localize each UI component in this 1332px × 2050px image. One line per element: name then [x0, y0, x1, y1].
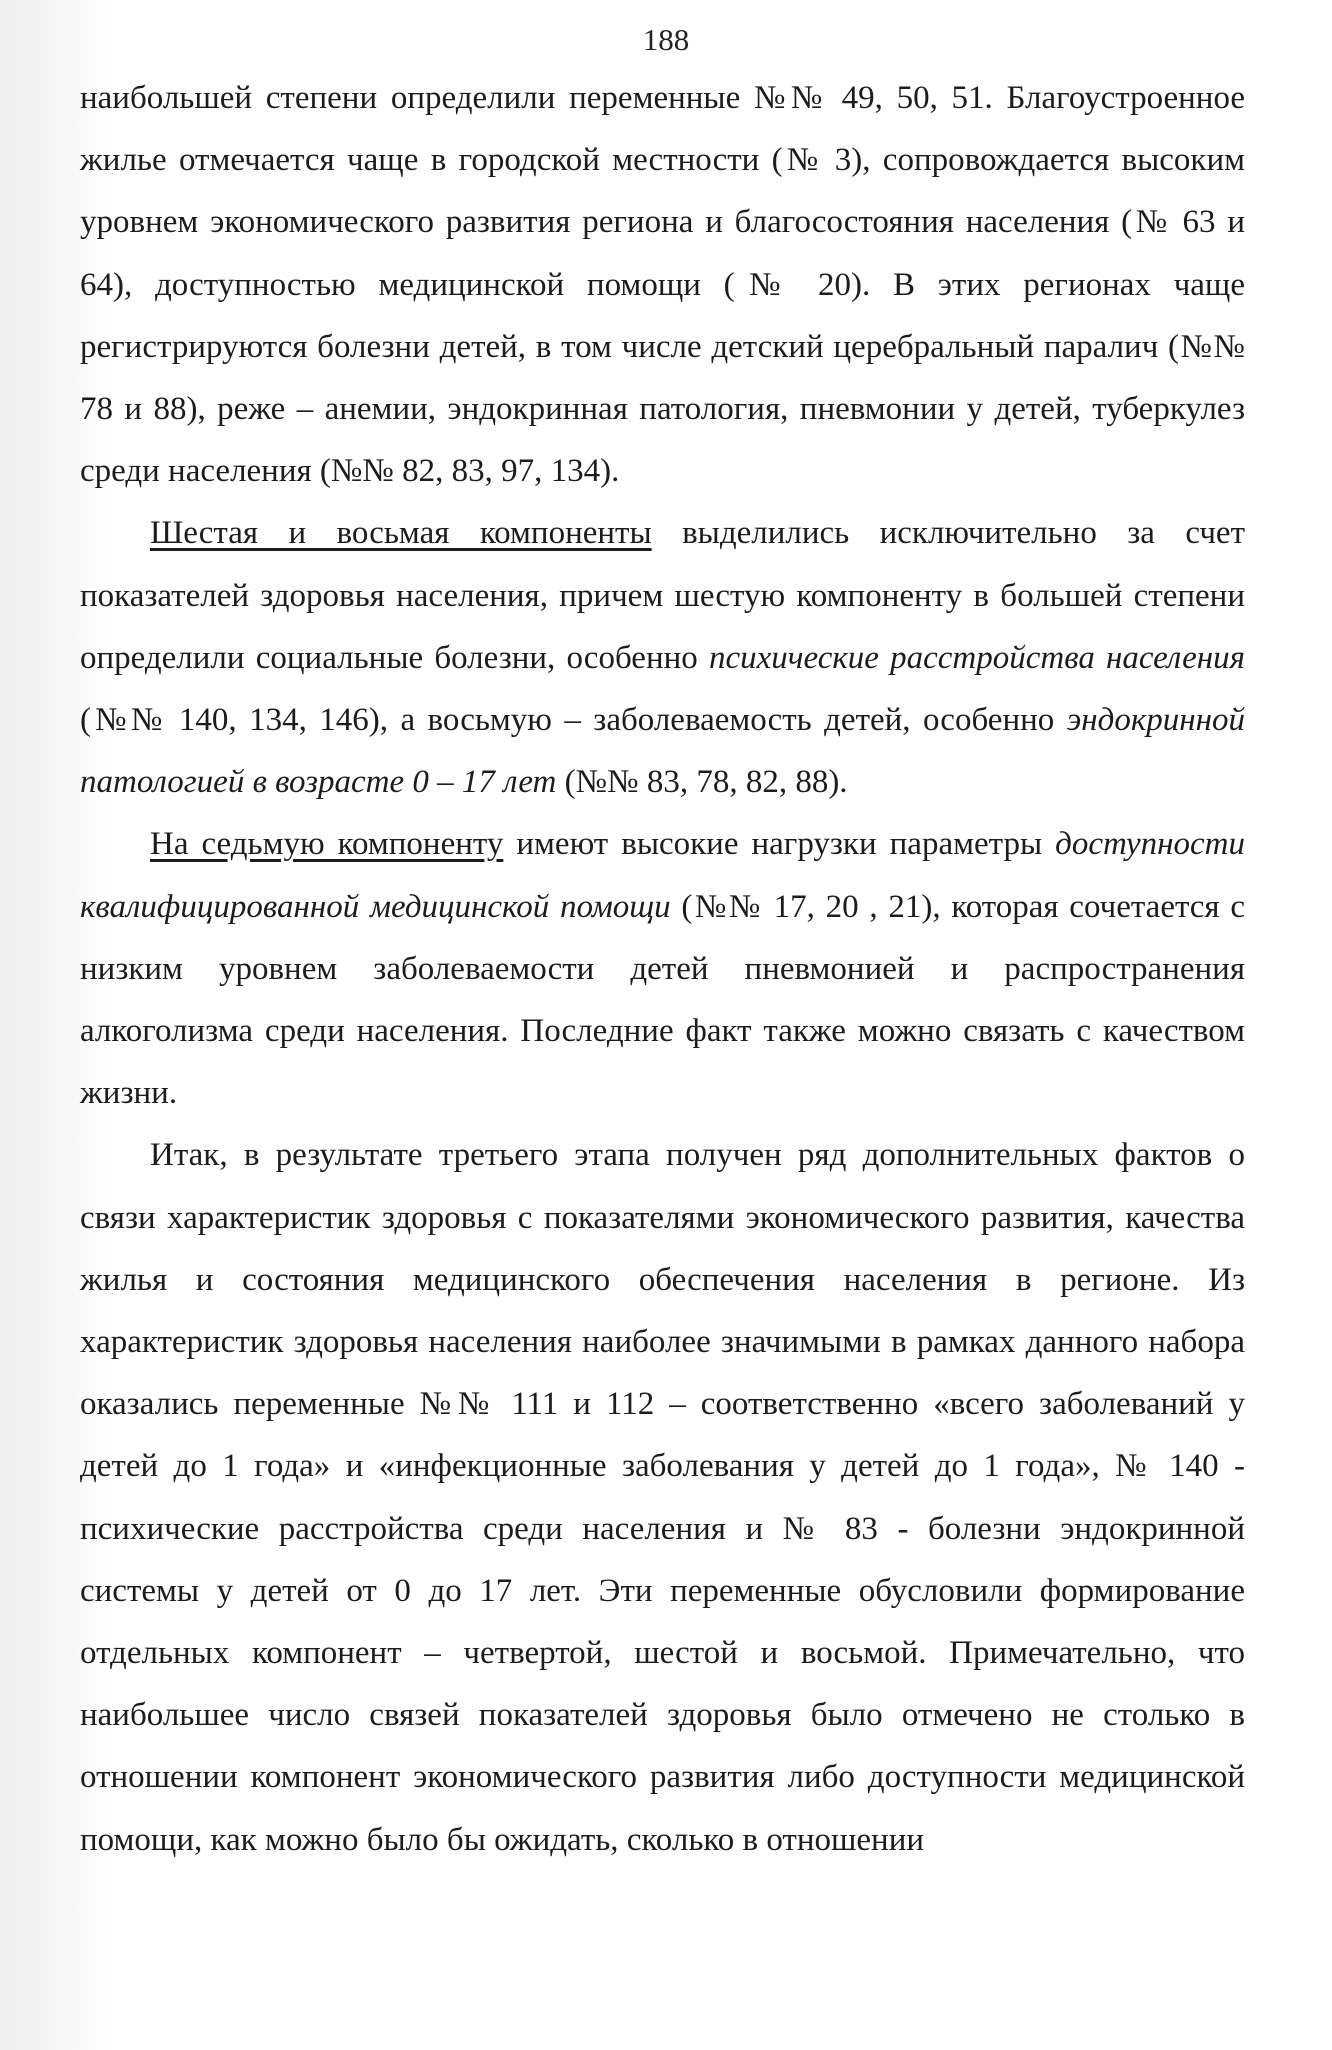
- paragraph-1: [80, 67, 1245, 502]
- paragraph-3-run-4: (№№ 17, 20 , 21), которая сочетается с низким уровнем заболеваемости детей пневмонией и распространения алкоголизма среди населения. Последние факт также можно связать с качеством жизни.: [80, 888, 1246, 1112]
- paragraph-1-run-1: наибольшей степени определили переменные №№ 49, 50, 51. Благоустроенное жилье отмечается чаще в городской местности (№ 3), сопровождается высоким уровнем экономического развития региона и благосостояния населения (№ 63 и 64), доступностью медицинской помощи (№ 20). В этих регионах чаще регистрируются болезни детей, в том числе детский церебральный паралич (№№ 78 и 88), реже – анемии, эндокринная патология, пневмонии у детей, туберкулез среди населения (№№ 82, 83, 97, 134).: [80, 80, 1245, 490]
- paragraph-3-run-1: На седьмую компоненту: [150, 826, 504, 863]
- paragraph-3-run-3: доступности квалифицированной медицинской помощи: [80, 826, 1245, 925]
- paragraph-2-run-3: психические расстройства населения: [708, 639, 1245, 676]
- paragraph-2-run-4: (№№ 140, 134, 146), а восьмую – заболеваемость детей, особенно: [80, 702, 1067, 739]
- paragraph-2-run-1: Шестая и восьмая компоненты: [150, 515, 652, 552]
- paragraph-4: [80, 1124, 1245, 1870]
- paragraph-2: [80, 502, 1245, 813]
- paragraph-4-run-1: Итак, в результате третьего этапа получен ряд дополнительных фактов о связи характеристик здоровья с показателями экономического развития, качества жилья и состояния медицинского обеспечения населения в регионе. Из характеристик здоровья населения наиболее значимыми в рамках данного набора оказались переменные №№ 111 и 112 – соответственно «всего заболеваний у детей до 1 года» и «инфекционные заболевания у детей до 1 года», № 140 - психические расстройства среди населения и № 83 - болезни эндокринной системы у детей от 0 до 17 лет. Эти переменные обусловили формирование отдельных компонент – четвертой, шестой и восьмой. Примечательно, что наибольшее число связей показателей здоровья было отмечено не столько в отношении компонент экономического развития либо доступности медицинской помощи, как можно было бы ожидать, сколько в отношении: [80, 1137, 1245, 1858]
- paragraph-3-run-2: имеют высокие нагрузки параметры: [503, 826, 1056, 863]
- page-number: 188: [642, 22, 690, 57]
- paragraph-3: [80, 813, 1245, 1124]
- paragraph-2-run-2: выделились исключительно за счет показателей здоровья населения, причем шестую компоненту в большей степени определили социальные болезни, особенно: [80, 515, 1246, 676]
- paragraph-2-run-6: (№№ 83, 78, 82, 88).: [556, 764, 848, 801]
- body-text: [80, 67, 1245, 1871]
- paragraph-2-run-5: эндокринной патологией в возрасте 0 – 17 лет: [80, 702, 1245, 801]
